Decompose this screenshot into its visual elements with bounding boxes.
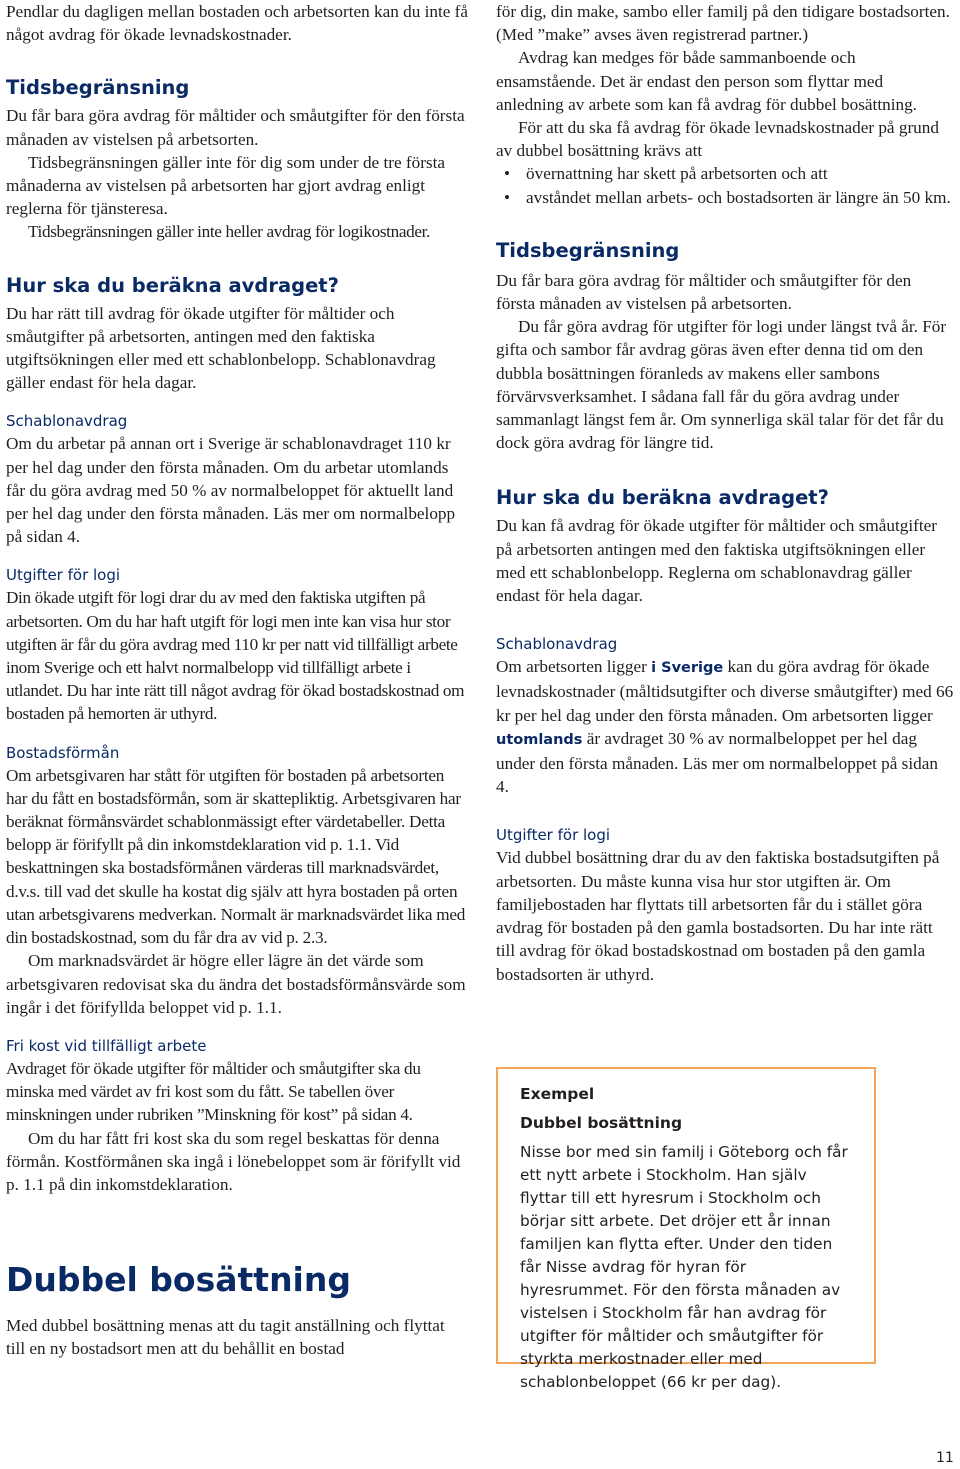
list-item: • övernattning har skett på arbetsorten och att [526, 162, 954, 185]
right-column [496, 0, 954, 986]
example-box [496, 1067, 876, 1391]
paragraph: För att du ska få avdrag för ökade levnadskostnader på grund av dubbel bosättning krävs att [496, 118, 939, 161]
paragraph: Du har rätt till avdrag för ökade utgifter för måltider och småutgifter på arbetsorten, antingen med den faktiska utgiftsökningen eller med ett schablonbelopp. Schablonavdrag gäller endast för hela dagar. [6, 303, 436, 393]
section-heading-berakna: Hur ska du beräkna avdraget? [496, 486, 829, 510]
page-number: 11 [936, 1450, 954, 1466]
paragraph: Din ökade utgift för logi drar du av med den faktiska utgiften på arbetsorten. Om du har haft utgift för logi men inte kan visa hur stor utgiften är får du göra avdrag med 110 kr per natt vid tillfälligt arbete inom Sverige och ett halvt normalbelopp vid tillfälligt arbete i utlandet. Du har inte rätt till något avdrag för ökad bostadskostnad om bostaden på hemorten är uthyrd. [6, 588, 465, 724]
requirements-list [496, 162, 954, 208]
paragraph: Tidsbegränsningen gäller inte för dig som under de tre första månaderna av vistelsen på arbetsorten har gjort avdrag enligt reglerna för tjänsteresa. [6, 152, 446, 219]
paragraph: Om du har fått fri kost ska du som regel beskattas för denna förmån. Kostförmånen ska ingå i lönebeloppet som är förifyllt vid p. 1.1 på din inkomstdeklaration. [6, 1128, 461, 1194]
text-run: är avdraget 30 % av normalbeloppet per hel dag under den första månaden. Läs mer om normalbeloppet på sidan 4. [496, 728, 938, 797]
left-column [6, 0, 468, 1361]
paragraph: Avdraget för ökade utgifter för måltider och småutgifter ska du minska med värdet av fri kost som du fått. Se tabellen över minskningen under rubriken ”Minskning för kost” på sidan 4. [6, 1058, 421, 1125]
emphasis-sverige: i Sverige [651, 660, 724, 677]
text-run: kan du göra avdrag för ökade levnadskostnader (måltidsutgifter och diverse småutgifter) med 66 kr per hel dag under den första månaden. Om arbetsorten ligger [496, 657, 954, 725]
section-heading-tidsbegransning: Tidsbegränsning [6, 76, 190, 100]
subheading-bostadsforman: Bostadsförmån [6, 743, 120, 762]
section-heading-tidsbegransning: Tidsbegränsning [496, 238, 680, 262]
main-heading-dubbel-bosattning: Dubbel bosättning [6, 1260, 351, 1300]
example-title: Dubbel bosättning [520, 1114, 683, 1132]
subheading-fri-kost: Fri kost vid tillfälligt arbete [6, 1036, 207, 1055]
emphasis-utomlands: utomlands [496, 731, 583, 748]
paragraph: Om du arbetar på annan ort i Sverige är schablonavdraget 110 kr per hel dag under den första månaden. Om du arbetar utomlands får du göra avdrag med 50 % av normalbeloppet för aktuellt land per hel dag under den första månaden. Läs mer om normalbelopp på sidan 4. [6, 434, 456, 547]
section-heading-berakna: Hur ska du beräkna avdraget? [6, 273, 339, 297]
paragraph: Avdrag kan medges för både sammanboende och ensamstående. Det är endast den person som flyttar med anledning av arbete som kan få avdrag för dubbel bosättning. [496, 48, 917, 114]
example-body: Nisse bor med sin familj i Göteborg och får ett nytt arbete i Stockholm. Han själv flyttar till ett hyresrum i Stockholm och börjar sitt arbete. Det dröjer ett år innan familjen kan flytta efter. Under den tiden får Nisse avdrag för hyran för hyresrummet. För den första månaden av vistelsen i Stockholm får han avdrag för utgifter för måltider och småutgifter för styrkta merkostnader eller med schablonbeloppet (66 kr per dag). [520, 1143, 848, 1391]
subheading-logi: Utgifter för logi [496, 826, 611, 845]
paragraph: Du får göra avdrag för utgifter för logi under längst två år. För gifta och sambor får avdrag göras även efter denna tid om den dubbla bosättningen föranleds av makens eller sambons förvärvsverksamhet. I sådana fall får du göra avdrag under sammanlagt längst fem år. Om synnerliga skäl talar för det får du dock göra avdrag för längre tid. [496, 317, 947, 453]
paragraph: Vid dubbel bosättning drar du av den faktiska bostadsutgiften på arbetsorten. Du måste kunna visa hur stor utgiften är. Om familjebostaden har flyttats till arbetsorten får du i stället göra avdrag för bostaden på den gamla bostadsorten. Du har inte rätt till avdrag för ökad bostadskostnad om bostaden på den gamla bostadsorten är uthyrd. [496, 848, 940, 984]
paragraph: Du får bara göra avdrag för måltider och småutgifter för den första månaden av vistelsen på arbetsorten. [496, 270, 912, 314]
paragraph: Du kan få avdrag för ökade utgifter för måltider och småutgifter på arbetsorten antingen med den faktiska utgiftsökningen eller med ett schablonbelopp. Reglerna om schablonavdrag gäller endast för hela dagar. [496, 516, 937, 606]
paragraph: Tidsbegränsningen gäller inte heller avdrag för logikostnader. [28, 222, 430, 242]
paragraph: för dig, din make, sambo eller familj på den tidigare bostadsorten. (Med ”make” avses även registrerad partner.) [496, 2, 950, 45]
paragraph-schablon [496, 655, 954, 798]
list-item: • avståndet mellan arbets- och bostadsorten är längre än 50 km. [526, 186, 954, 209]
paragraph: Med dubbel bosättning menas att du tagit anställning och flyttat till en ny bostadsort men att du behållit en bostad [6, 1316, 445, 1359]
paragraph: Om arbetsgivaren har stått för utgiften för bostaden på arbetsorten har du fått en bostadsförmån, som är skattepliktig. Arbetsgivaren har beräknat förmånsvärdet schablonmässigt efter värdetabeller. Detta belopp är förifyllt på din inkomstdeklaration vid p. 1.1. Vid beskattningen ska bostadsförmånen värderas till marknadsvärdet, d.v.s. till vad det skulle ha kostat dig själv att hyra bostaden på orten utan arbetsgivarens medverkan. Normalt är marknadsvärdet lika med din bostadskostnad, som du får dra av vid p. 2.3. [6, 765, 466, 948]
subheading-schablonavdrag: Schablonavdrag [6, 412, 128, 431]
paragraph: Om marknadsvärdet är högre eller lägre än det värde som arbetsgivaren redovisat ska du ändra det bostadsförmånsvärde som ingår i det förifyllda beloppet vid p. 1.1. [6, 951, 466, 1017]
example-label: Exempel [520, 1085, 595, 1103]
subheading-logi: Utgifter för logi [6, 566, 121, 585]
intro-paragraph: Pendlar du dagligen mellan bostaden och arbetsorten kan du inte få något avdrag för ökade levnadskostnader. [6, 2, 469, 45]
text-run: Om arbetsorten ligger [496, 657, 652, 677]
subheading-schablonavdrag: Schablonavdrag [496, 635, 618, 654]
paragraph: Du får bara göra avdrag för måltider och småutgifter för den första månaden av vistelsen på arbetsorten. [6, 106, 465, 149]
